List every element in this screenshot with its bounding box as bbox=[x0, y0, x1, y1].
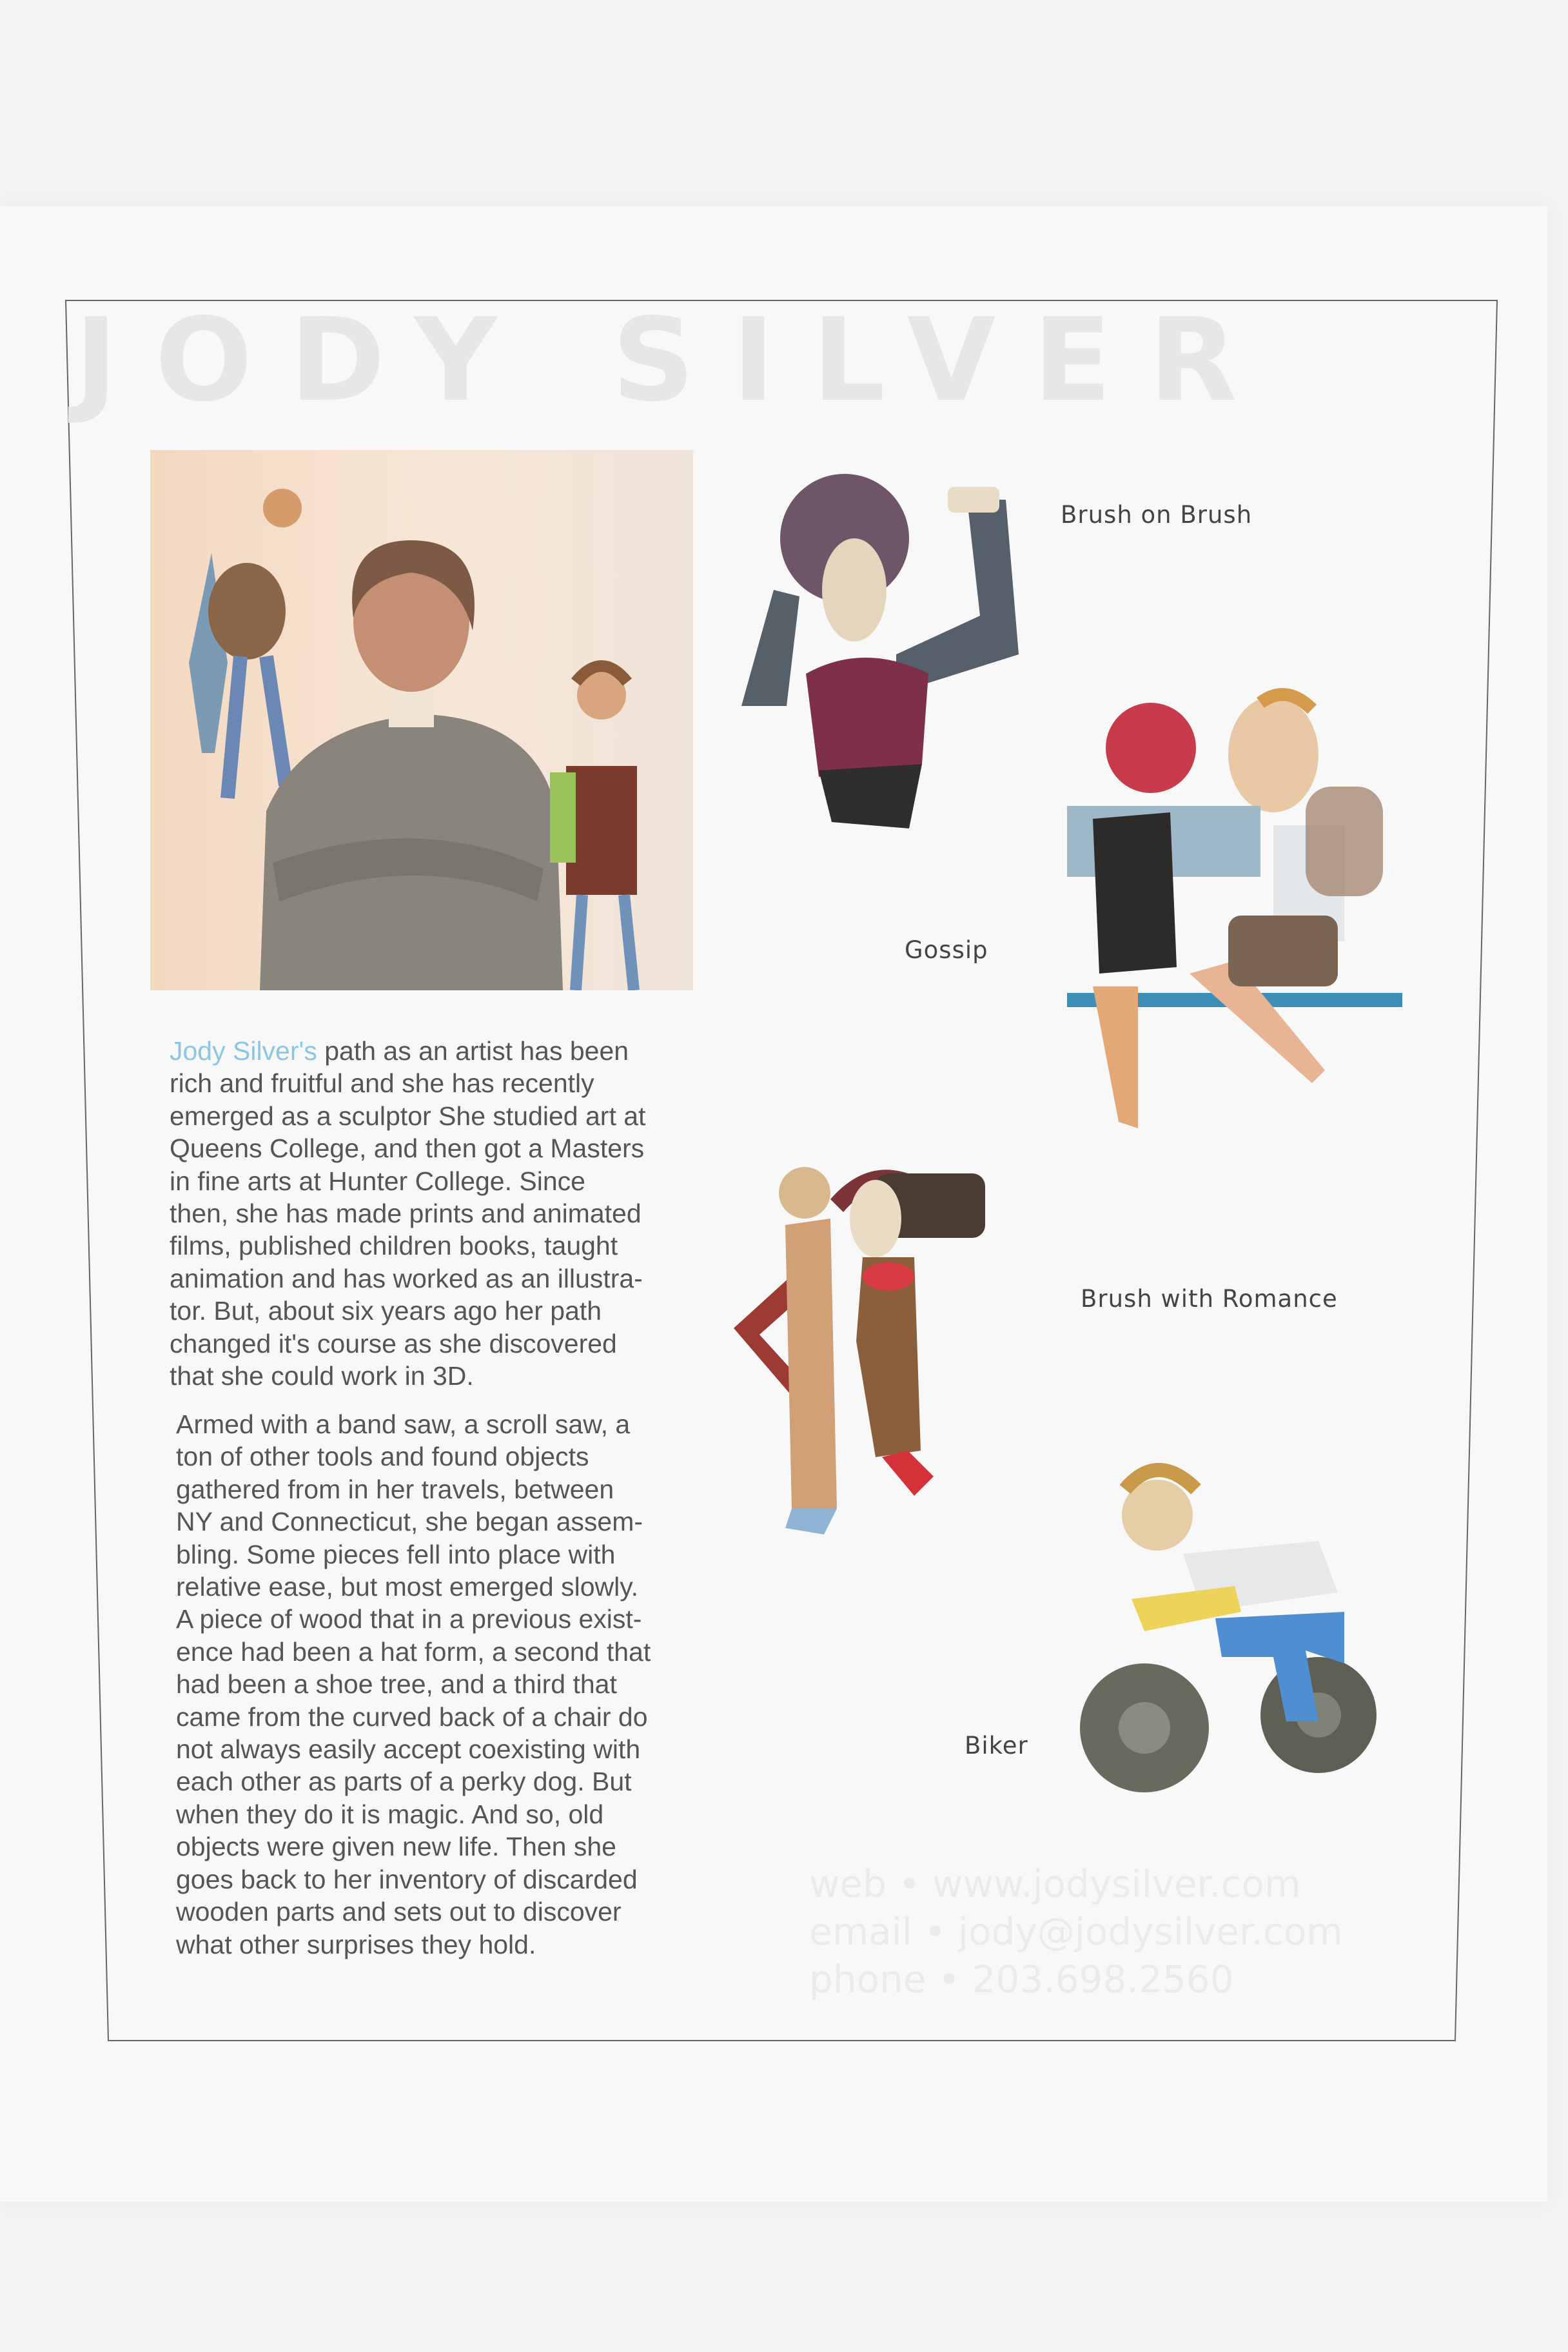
bio-line: NY and Connecticut, she began assem- bbox=[176, 1507, 643, 1537]
contact-phone: phone • 203.698.2560 bbox=[809, 1957, 1234, 2001]
artist-portrait-photo bbox=[150, 450, 693, 990]
bio-line: A piece of wood that in a previous exist- bbox=[176, 1604, 642, 1634]
artist-name-highlight: Jody Silver's bbox=[170, 1036, 317, 1066]
sculpture-biker bbox=[1048, 1444, 1402, 1799]
bio-line: then, she has made prints and animated bbox=[170, 1199, 642, 1229]
artwork-label: Brush with Romance bbox=[1081, 1285, 1338, 1313]
bio-line: ence had been a hat form, a second that bbox=[176, 1636, 651, 1667]
bio-line: goes back to her inventory of discarded bbox=[176, 1864, 638, 1894]
sculpture-brush-on-brush bbox=[735, 461, 1077, 835]
bio-line: Queens College, and then got a Masters bbox=[170, 1133, 645, 1164]
contact-web[interactable]: web • www.jodysilver.com bbox=[809, 1862, 1301, 1906]
bio-line: came from the curved back of a chair do bbox=[176, 1701, 648, 1732]
bio-line: animation and has worked as an illustra- bbox=[170, 1263, 643, 1293]
bio-line: what other surprises they hold. bbox=[176, 1929, 536, 1959]
bio-line: wooden parts and sets out to discover bbox=[176, 1897, 622, 1927]
bio-line: gathered from in her travels, between bbox=[176, 1474, 614, 1504]
bio-line: changed it's course as she discovered bbox=[170, 1328, 617, 1358]
bio-line: relative ease, but most emerged slowly. bbox=[176, 1572, 639, 1602]
bio-line: in fine arts at Hunter College. Since bbox=[170, 1166, 585, 1196]
bio-line bbox=[170, 1035, 645, 1067]
artwork-label: Gossip bbox=[905, 936, 988, 964]
bio-line: rich and fruitful and she has recently bbox=[170, 1068, 594, 1099]
bio-paragraph-1 bbox=[170, 1035, 645, 1392]
bio-line: ton of other tools and found objects bbox=[176, 1442, 589, 1472]
bio-line: emerged as a sculptor She studied art at bbox=[170, 1101, 646, 1131]
bio-line: each other as parts of a perky dog. But bbox=[176, 1767, 632, 1797]
bio-line: bling. Some pieces fell into place with bbox=[176, 1539, 616, 1569]
bio-line: films, published children books, taught bbox=[170, 1231, 618, 1261]
artwork-label: Brush on Brush bbox=[1061, 501, 1253, 529]
bio-text: path as an artist has been bbox=[317, 1036, 629, 1066]
bio-line: tor. But, about six years ago her path bbox=[170, 1296, 602, 1326]
bio-line: that she could work in 3D. bbox=[170, 1361, 474, 1391]
bio-line: not always easily accept coexisting with bbox=[176, 1734, 641, 1765]
artwork-label: Biker bbox=[965, 1732, 1028, 1759]
sculpture-brush-with-romance bbox=[727, 1148, 1037, 1599]
page-title: JODY SILVER bbox=[75, 293, 1275, 427]
contact-info bbox=[809, 1860, 1343, 2003]
sculpture-gossip bbox=[1041, 683, 1415, 1154]
bio-line: Armed with a band saw, a scroll saw, a bbox=[176, 1409, 631, 1439]
contact-email[interactable]: email • jody@jodysilver.com bbox=[809, 1910, 1343, 1954]
bio-paragraph-2 bbox=[176, 1408, 651, 1961]
bio-line: had been a shoe tree, and a third that bbox=[176, 1669, 617, 1700]
bio-line: objects were given new life. Then she bbox=[176, 1832, 616, 1862]
bio-line: when they do it is magic. And so, old bbox=[176, 1799, 604, 1829]
